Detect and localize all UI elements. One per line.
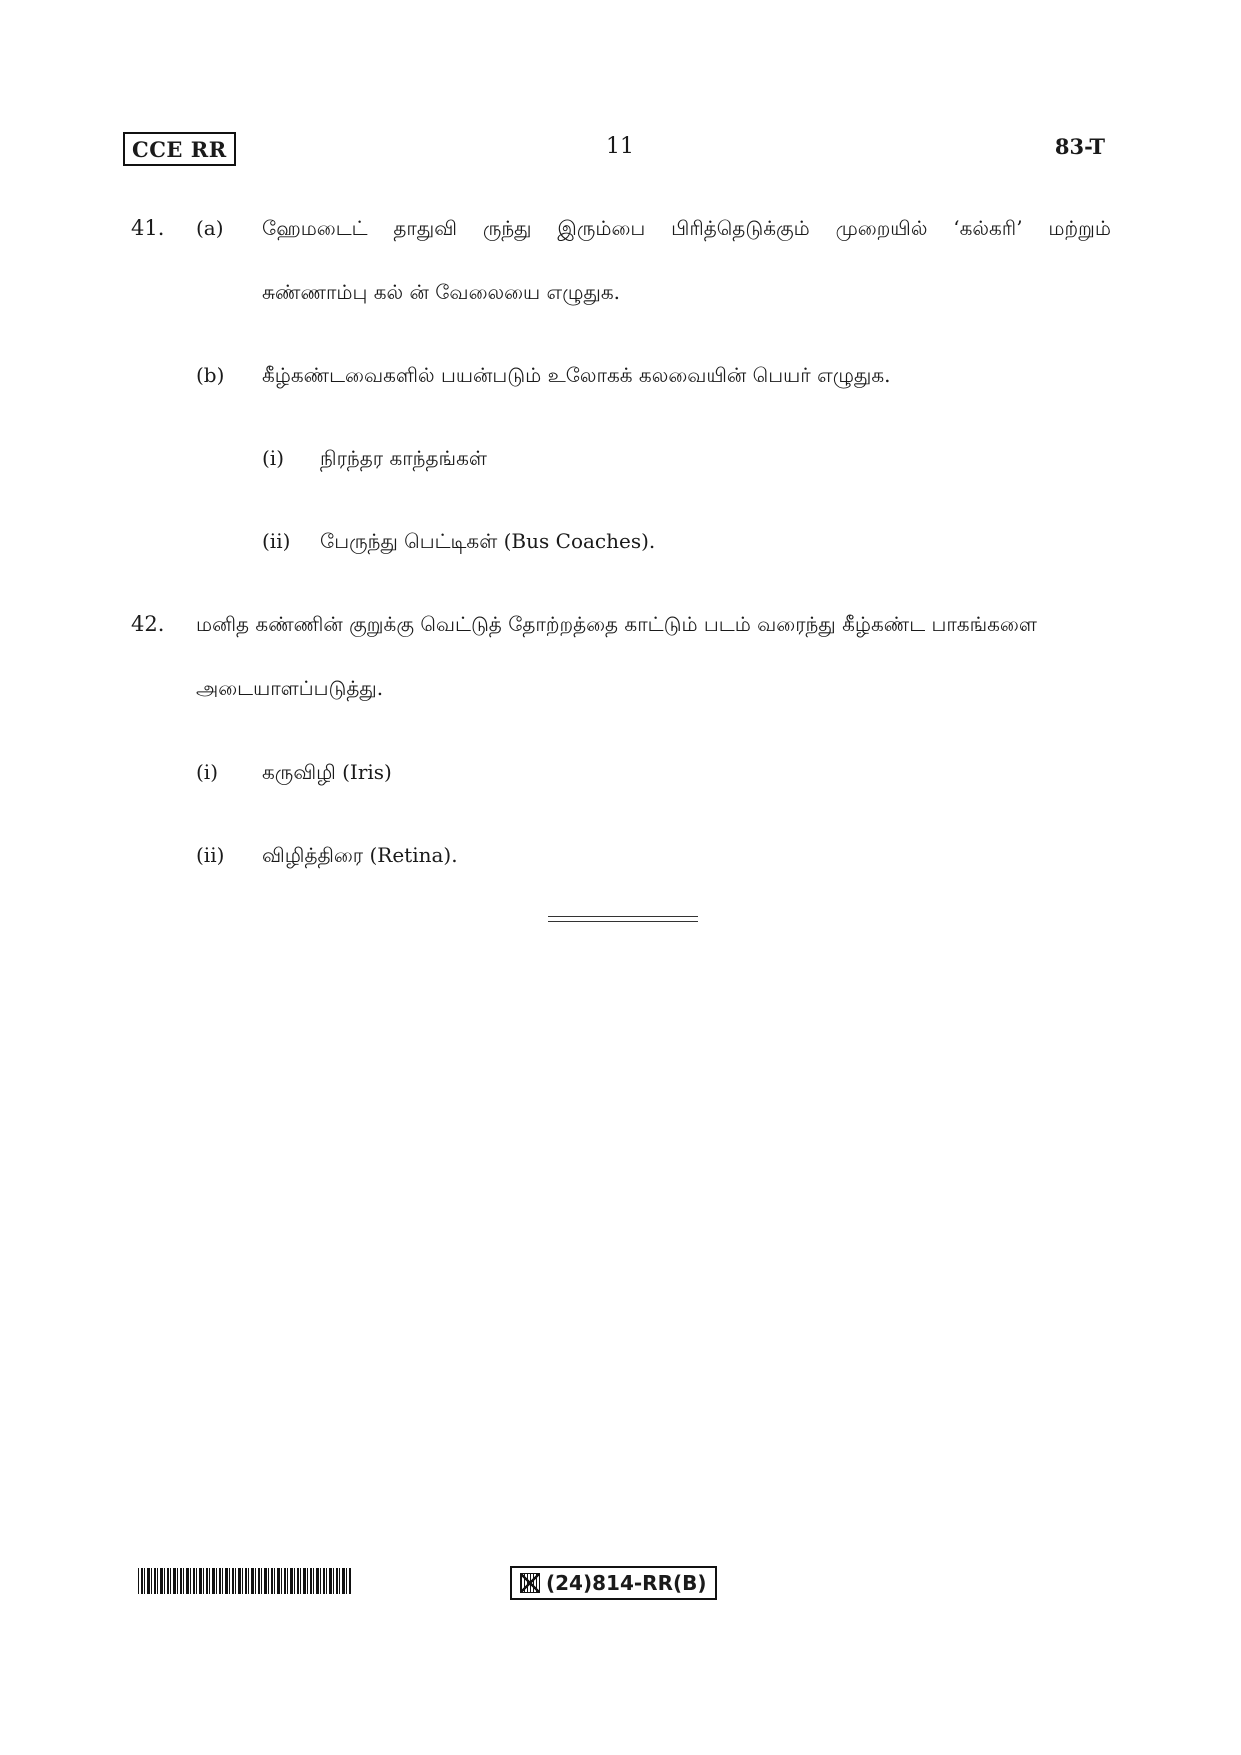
question-41a-word: பிரித்தெடுக்கும் xyxy=(671,216,810,240)
barcode-icon xyxy=(138,1568,352,1594)
footer-code: (24)814-RR(B) xyxy=(546,1571,707,1595)
question-41a-word: ‘கல்கரி’ xyxy=(953,216,1023,240)
question-41a-word: ருந்து xyxy=(482,216,532,240)
header-series-box: CCE RR xyxy=(123,132,236,166)
question-41a-word: மற்றும் xyxy=(1048,216,1111,240)
question-41b-item-1-text: நிரந்தர காந்தங்கள் xyxy=(320,446,487,470)
barcode-mark-icon xyxy=(520,1573,540,1593)
question-41a-word: தாதுவி xyxy=(393,216,457,240)
footer-code-box xyxy=(510,1566,717,1600)
question-42-item-2-text: விழித்திரை (Retina). xyxy=(262,843,458,867)
question-41b-item-1-label: (i) xyxy=(262,446,285,470)
question-42-item-2-label: (ii) xyxy=(196,843,225,867)
paper-code: 83-T xyxy=(1054,134,1105,159)
question-41a-word: முறையில் xyxy=(835,216,928,240)
question-41-number: 41. xyxy=(131,216,165,240)
question-42-number: 42. xyxy=(131,612,165,636)
question-41a-line-2: சுண்ணாம்பு கல் ன் வேலையை எழுதுக. xyxy=(262,280,620,304)
question-41a-label: (a) xyxy=(196,216,224,240)
question-42-item-1-label: (i) xyxy=(196,760,219,784)
question-42-line-2: அடையாளப்படுத்து. xyxy=(196,676,384,700)
question-41b-text: கீழ்கண்டவைகளில் பயன்படும் உலோகக் கலவையின் பெயர் எழுதுக. xyxy=(262,363,891,387)
page-number: 11 xyxy=(606,134,634,159)
question-41b-label: (b) xyxy=(196,363,225,387)
question-41a-word: ஹேமடைட் xyxy=(262,216,368,240)
question-42-item-1-text: கருவிழி (Iris) xyxy=(262,760,392,784)
question-42-line-1: மனித கண்ணின் குறுக்கு வெட்டுத் தோற்றத்தை காட்டும் படம் வரைந்து கீழ்கண்ட பாகங்களை xyxy=(196,612,1037,636)
question-41a-line-1 xyxy=(262,216,1111,243)
question-41a-word: இரும்பை xyxy=(557,216,646,240)
question-41b-item-2-label: (ii) xyxy=(262,529,291,553)
end-of-questions-rule xyxy=(548,916,698,922)
question-41b-item-2-text: பேருந்து பெட்டிகள் (Bus Coaches). xyxy=(320,529,656,553)
